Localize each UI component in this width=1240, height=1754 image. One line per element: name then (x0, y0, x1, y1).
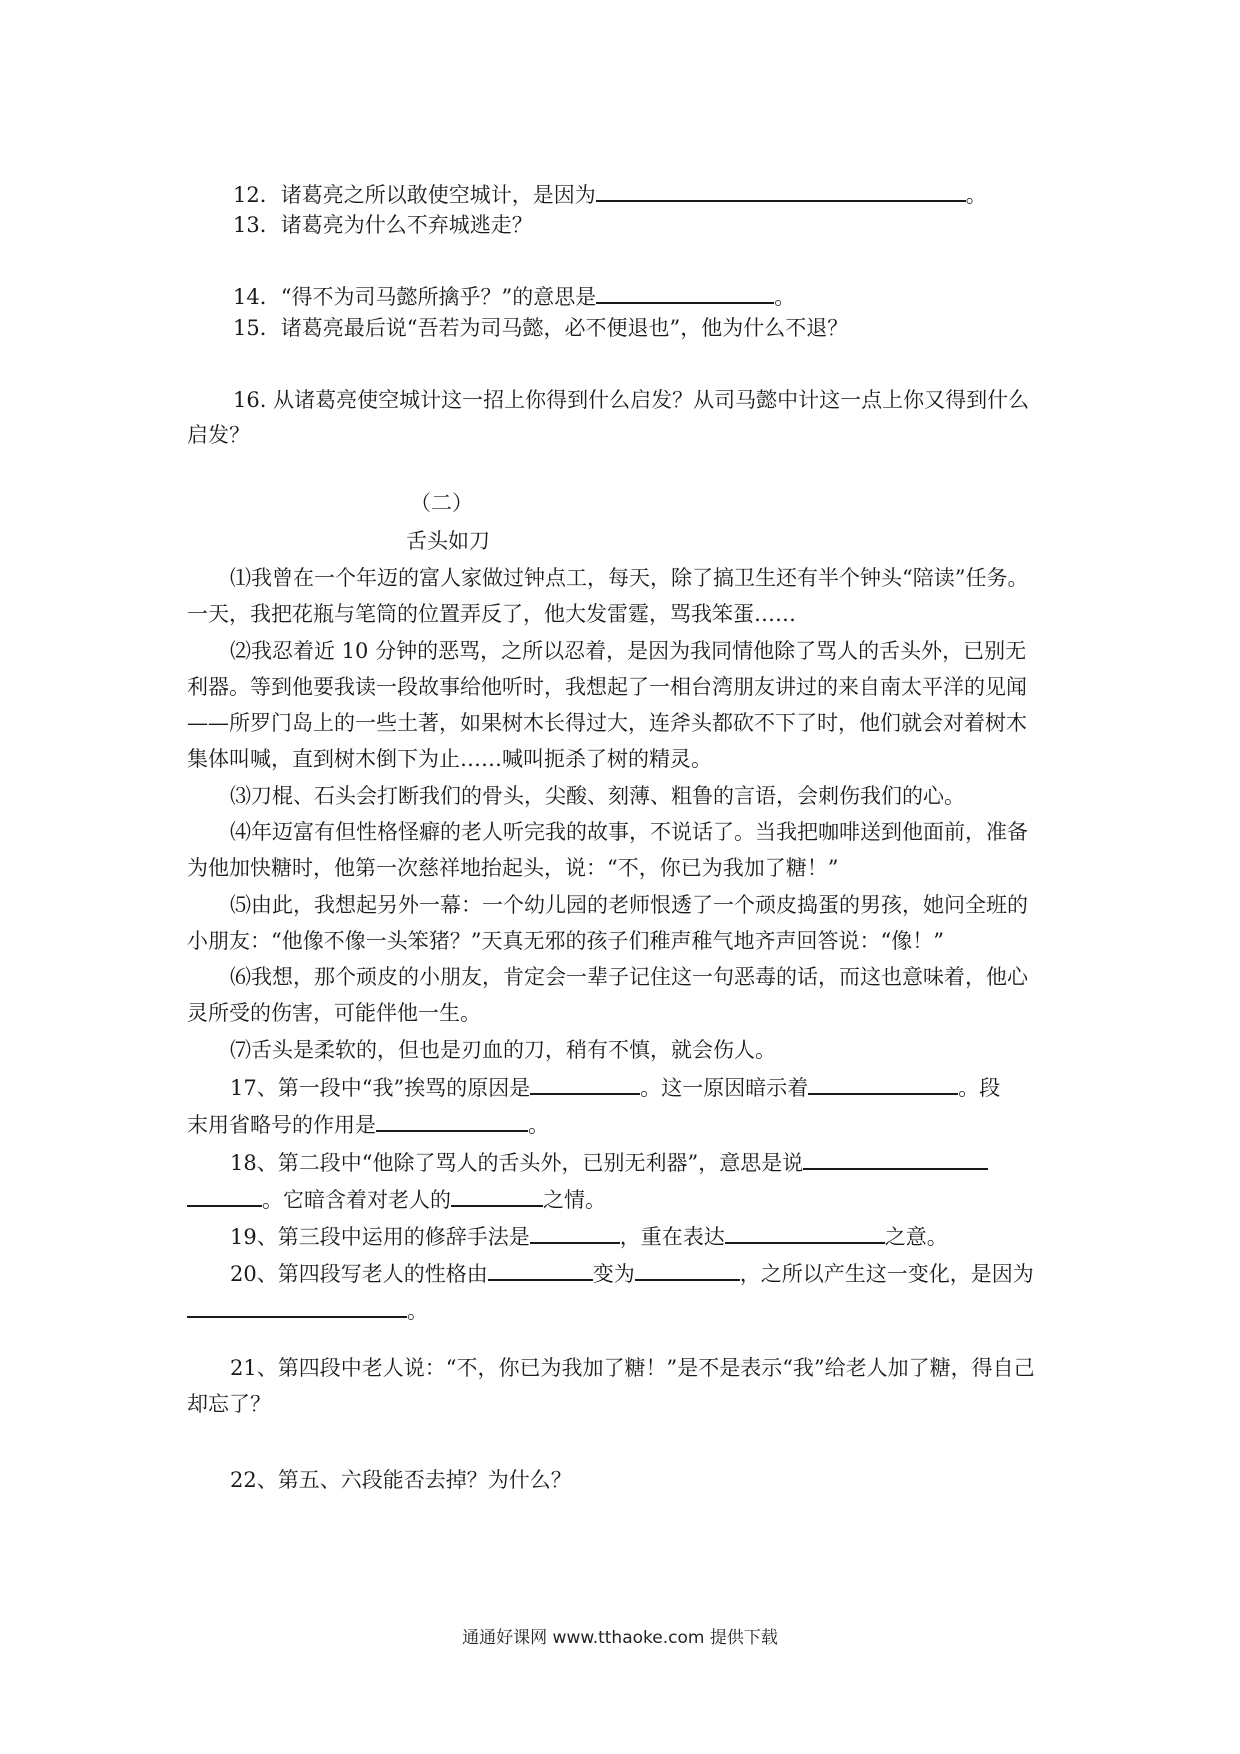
question-21-line-2: 却忘了？ (187, 1392, 271, 1416)
page-footer: 通通好课网 www.tthaoke.com 提供下载 (462, 1628, 778, 1648)
answer-blank[interactable] (376, 1108, 528, 1132)
question-14-text: 14．“得不为司马懿所擒乎？”的意思是 (233, 285, 597, 309)
paragraph-2-line-1: ⑵我忍着近 10 分钟的恶骂，之所以忍着，是因为我同情他除了骂人的舌头外，已别无 (230, 639, 1027, 663)
answer-blank[interactable] (187, 1294, 407, 1318)
question-22: 22、第五、六段能否去掉？为什么？ (230, 1468, 572, 1492)
answer-blank[interactable] (596, 178, 966, 202)
paragraph-2-line-3: ——所罗门岛上的一些土著，如果树木长得过大，连斧头都砍不下了时，他们就会对着树木 (187, 711, 1027, 735)
answer-blank[interactable] (725, 1220, 885, 1244)
answer-blank[interactable] (488, 1257, 593, 1281)
question-13: 13．诸葛亮为什么不弃城逃走？ (233, 213, 533, 237)
question-18-line-2: 。它暗含着对老人的 之情。 (187, 1183, 606, 1215)
question-15: 15．诸葛亮最后说“吾若为司马懿，必不便退也”，他为什么不退？ (233, 316, 849, 340)
paragraph-6-line-1: ⑹我想，那个顽皮的小朋友，肯定会一辈子记住这一句恶毒的话，而这也意味着，他心 (230, 965, 1028, 989)
question-17-line-1: 17、第一段中“我”挨骂的原因是 。这一原因暗示着 。段 (230, 1071, 1000, 1103)
paragraph-1-line-2: 一天，我把花瓶与笔筒的位置弄反了，他大发雷霆，骂我笨蛋…… (187, 602, 796, 626)
answer-blank[interactable] (808, 1071, 958, 1095)
answer-blank[interactable] (803, 1146, 988, 1170)
paragraph-6-line-2: 灵所受的伤害，可能伴他一生。 (187, 1001, 481, 1025)
question-19: 19、第三段中运用的修辞手法是 ，重在表达 之意。 (230, 1220, 948, 1252)
question-16-line-2: 启发？ (187, 423, 250, 447)
question-14: 14．“得不为司马懿所擒乎？”的意思是 。 (233, 280, 795, 312)
question-18-line-1: 18、第二段中“他除了骂人的舌头外，已别无利器”，意思是说 (230, 1146, 988, 1178)
answer-blank[interactable] (530, 1071, 640, 1095)
section-number: （二） (410, 491, 473, 515)
question-12-text: 12．诸葛亮之所以敢使空城计，是因为 (233, 183, 596, 207)
paragraph-4-line-2: 为他加快糖时，他第一次慈祥地抬起头，说：“不，你已为我加了糖！” (187, 856, 839, 880)
paragraph-2-line-4: 集体叫喊，直到树木倒下为止……喊叫扼杀了树的精灵。 (187, 747, 712, 771)
answer-blank[interactable] (187, 1183, 262, 1207)
question-20-line-2: 。 (187, 1294, 428, 1326)
question-20-line-1: 20、第四段写老人的性格由 变为 ，之所以产生这一变化，是因为 (230, 1257, 1034, 1289)
paragraph-5-line-1: ⑸由此，我想起另外一幕：一个幼儿园的老师恨透了一个顽皮捣蛋的男孩，她问全班的 (230, 893, 1028, 917)
answer-blank[interactable] (596, 280, 774, 304)
question-21-line-1: 21、第四段中老人说：“不，你已为我加了糖！”是不是表示“我”给老人加了糖，得自己 (230, 1356, 1035, 1380)
question-12: 12．诸葛亮之所以敢使空城计，是因为 。 (233, 178, 987, 210)
passage-title: 舌头如刀 (406, 529, 490, 553)
paragraph-7: ⑺舌头是柔软的，但也是刃血的刀，稍有不慎，就会伤人。 (230, 1038, 776, 1062)
answer-blank[interactable] (451, 1183, 543, 1207)
paragraph-5-line-2: 小朋友：“他像不像一头笨猪？”天真无邪的孩子们稚声稚气地齐声回答说：“像！” (187, 929, 944, 953)
paragraph-3: ⑶刀棍、石头会打断我们的骨头，尖酸、刻薄、粗鲁的言语，会刺伤我们的心。 (230, 784, 965, 808)
question-17-line-2: 末用省略号的作用是 。 (187, 1108, 549, 1140)
paragraph-2-line-2: 利器。等到他要我读一段故事给他听时，我想起了一相台湾朋友讲过的来自南太平洋的见闻 (187, 675, 1027, 699)
answer-blank[interactable] (530, 1220, 620, 1244)
paragraph-4-line-1: ⑷年迈富有但性格怪癖的老人听完我的故事，不说话了。当我把咖啡送到他面前，准备 (230, 820, 1028, 844)
paragraph-1-line-1: ⑴我曾在一个年迈的富人家做过钟点工，每天，除了搞卫生还有半个钟头“陪读”任务。 (230, 566, 1029, 590)
answer-blank[interactable] (635, 1257, 740, 1281)
question-16-line-1: 16. 从诸葛亮使空城计这一招上你得到什么启发？从司马懿中计这一点上你又得到什么 (233, 388, 1030, 412)
